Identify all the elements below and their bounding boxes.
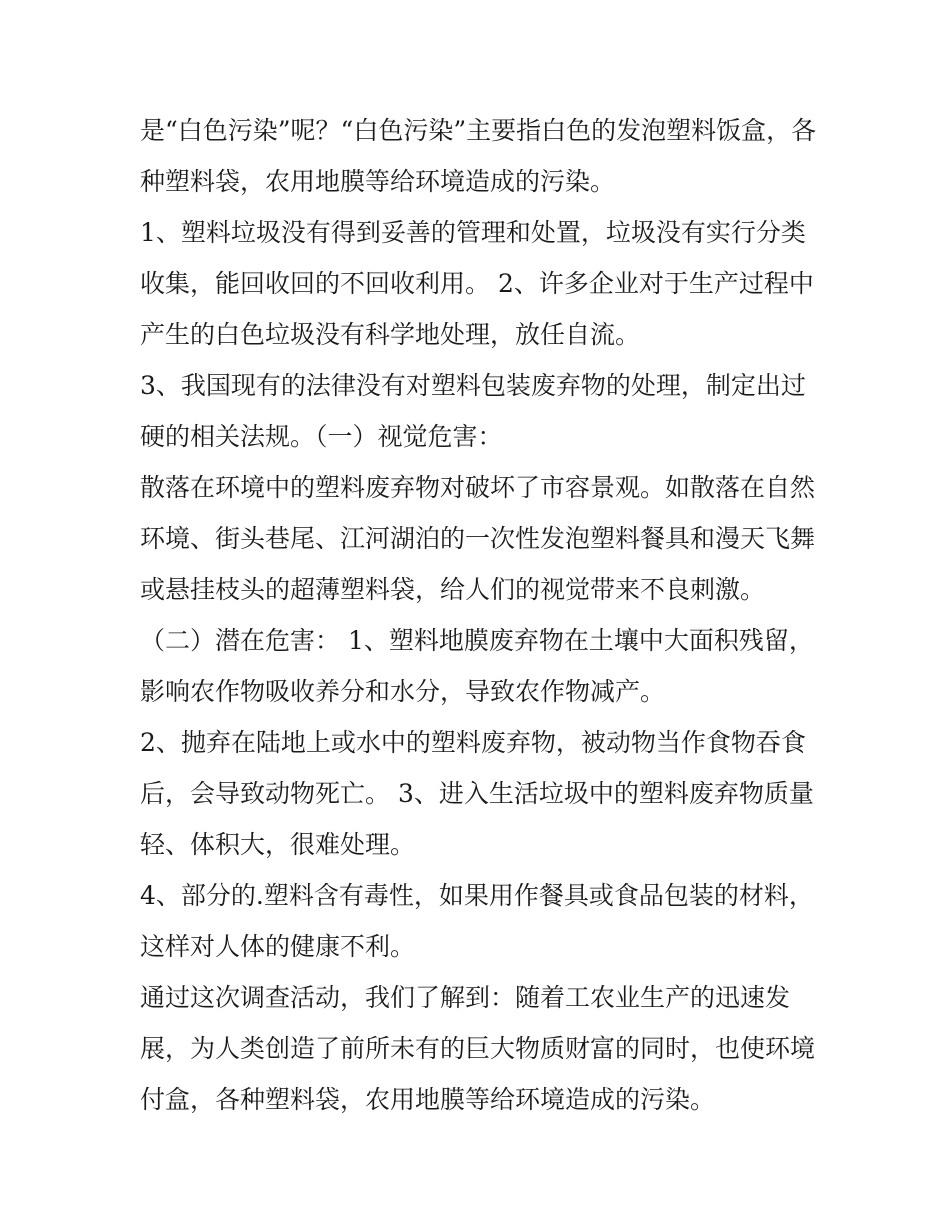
text-line: 影响农作物吸收养分和水分，导致农作物减产。 xyxy=(140,677,666,706)
text-line: 轻、体积大，很难处理。 xyxy=(140,830,416,859)
text-line: （二）潜在危害： 1、塑料地膜废弃物在土壤中大面积残留， xyxy=(140,626,814,655)
text-line: 4、部分的.塑料含有毒性，如果用作餐具或食品包装的材料， xyxy=(140,881,814,910)
text-line: 3、我国现有的法律没有对塑料包装废弃物的处理，制定出过 xyxy=(140,371,806,400)
document-body xyxy=(140,105,820,1125)
text-line: 种塑料袋，农用地膜等给环境造成的污染。 xyxy=(140,167,616,196)
text-line: 1、塑料垃圾没有得到妥善的管理和处置，垃圾没有实行分类 xyxy=(140,218,806,247)
text-line: 是“白色污染”呢？“白色污染”主要指白色的发泡塑料饭盒，各 xyxy=(140,116,817,145)
text-line: 环境、街头巷尾、江河湖泊的一次性发泡塑料餐具和漫天飞舞 xyxy=(140,524,816,553)
text-line: 或悬挂枝头的超薄塑料袋，给人们的视觉带来不良刺激。 xyxy=(140,575,766,604)
text-line: 产生的白色垃圾没有科学地处理，放任自流。 xyxy=(140,320,641,349)
text-line: 后，会导致动物死亡。 3、进入生活垃圾中的塑料废弃物质量 xyxy=(140,779,814,808)
text-line: 散落在环境中的塑料废弃物对破坏了市容景观。如散落在自然 xyxy=(140,473,816,502)
text-line: 2、抛弃在陆地上或水中的塑料废弃物，被动物当作食物吞食 xyxy=(140,728,806,757)
text-line: 这样对人体的健康不利。 xyxy=(140,932,416,961)
text-line: 收集，能回收回的不回收利用。 2、许多企业对于生产过程中 xyxy=(140,269,814,298)
text-line: 展，为人类创造了前所未有的巨大物质财富的同时，也使环境 xyxy=(140,1034,816,1063)
text-line: 通过这次调查活动，我们了解到：随着工农业生产的迅速发 xyxy=(140,983,791,1012)
text-line: 付盒，各种塑料袋，农用地膜等给环境造成的污染。 xyxy=(140,1085,716,1114)
text-line: 硬的相关法规。（一）视觉危害： xyxy=(140,422,503,451)
